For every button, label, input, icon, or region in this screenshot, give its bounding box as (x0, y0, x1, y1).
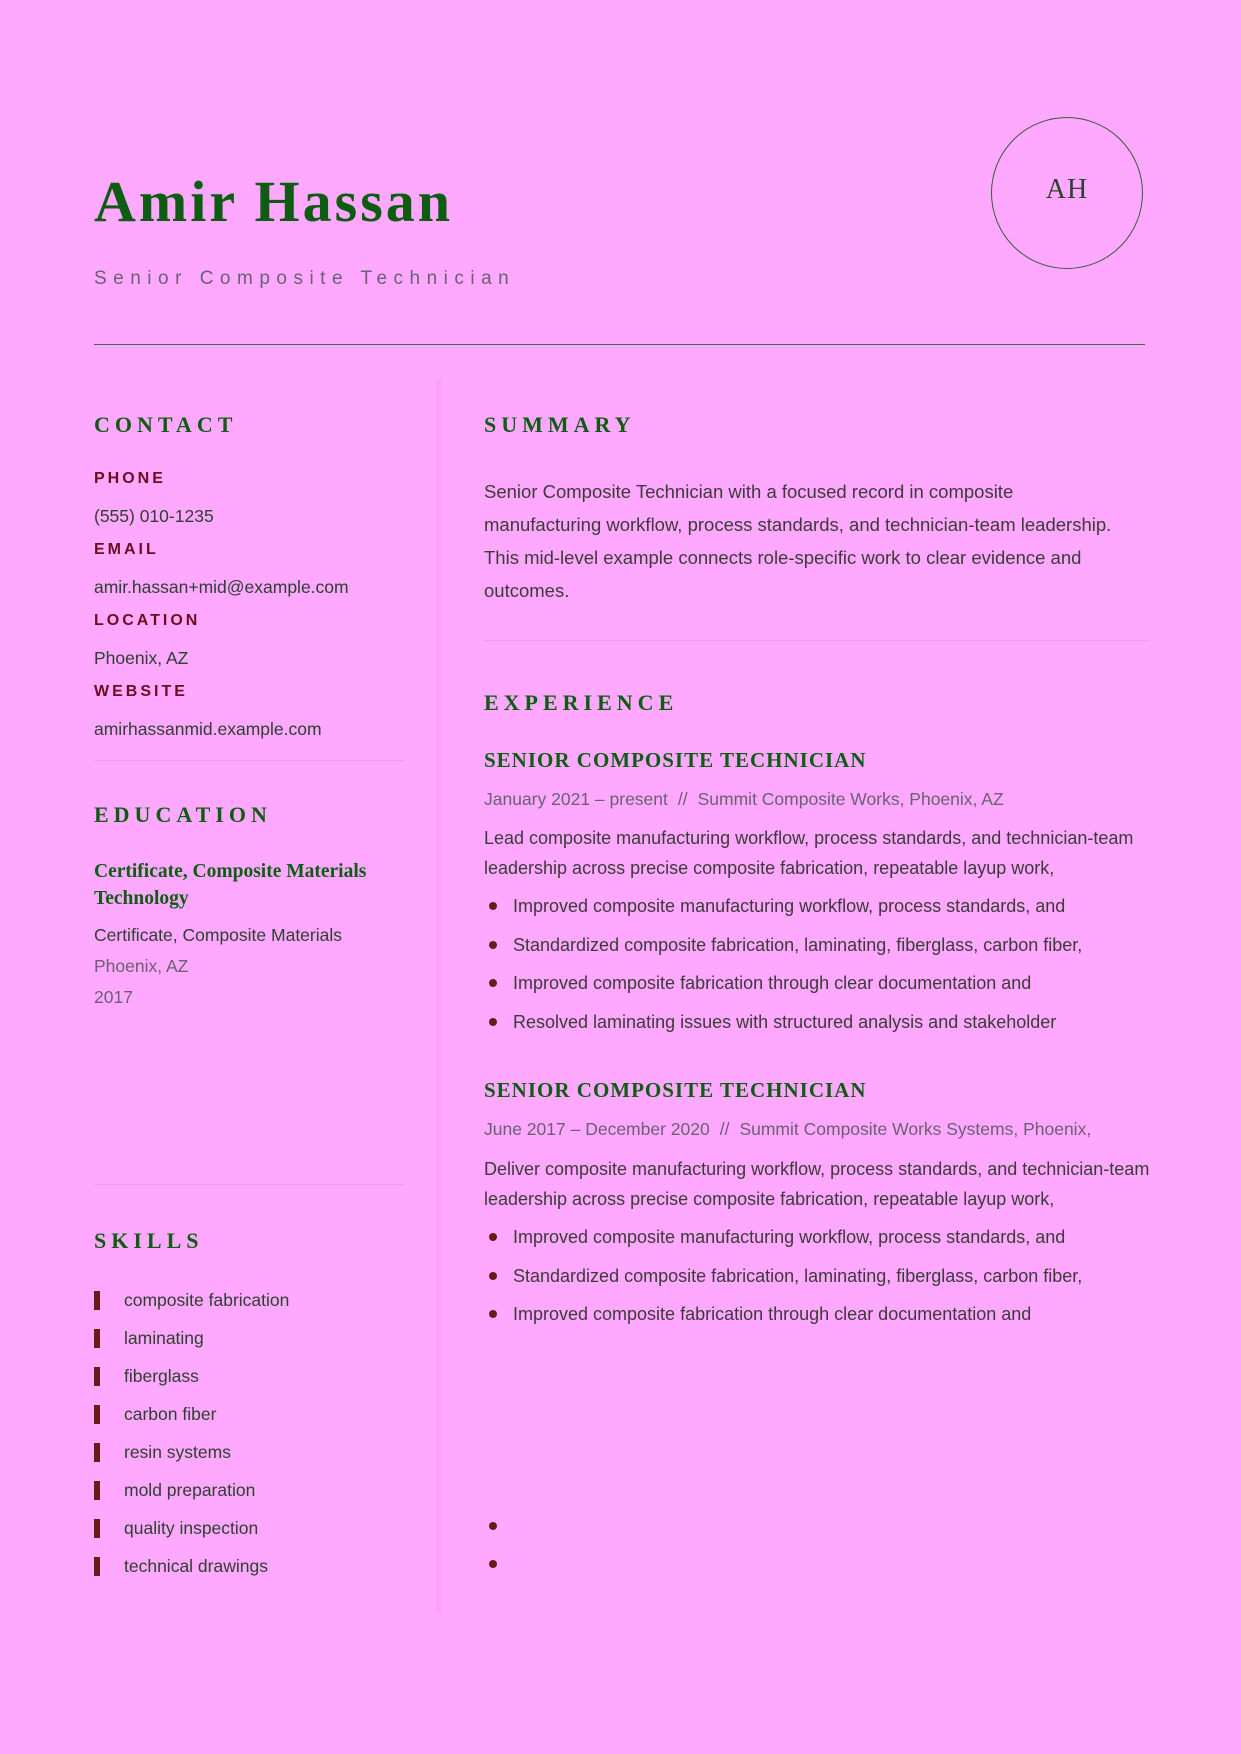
contact-label-website: WEBSITE (94, 683, 188, 700)
job-bullet: Improved composite fabrication through clear documentation and (484, 972, 1150, 1011)
summary-divider (484, 640, 1150, 641)
job-title: SENIOR COMPOSITE TECHNICIAN (484, 1078, 867, 1102)
job-title: SENIOR COMPOSITE TECHNICIAN (484, 748, 867, 772)
contact-value-location: Phoenix, AZ (94, 648, 189, 668)
bullet-dot (489, 1522, 497, 1530)
skill-marker (94, 1291, 100, 1310)
contact-value-website[interactable]: amirhassanmid.example.com (94, 719, 322, 739)
education-divider (94, 1184, 404, 1185)
contact-value-phone[interactable]: (555) 010-1235 (94, 506, 214, 526)
candidate-name: Amir Hassan (94, 169, 454, 234)
bullet-dot (489, 1310, 497, 1318)
contact-value-email[interactable]: amir.hassan+mid@example.com (94, 577, 349, 597)
job-intro: Deliver composite manufacturing workflow, process standards, and technician-team leadership across precise composite fabrication, repeatable layup work, (484, 1159, 1150, 1209)
skill-marker (94, 1367, 100, 1386)
skill-marker (94, 1481, 100, 1500)
education-location: Phoenix, AZ (94, 956, 189, 976)
summary-heading: SUMMARY (484, 412, 636, 437)
experience-heading: EXPERIENCE (484, 690, 679, 715)
candidate-title: Senior Composite Technician (94, 268, 516, 289)
job-bullet: Improved composite manufacturing workflow, process standards, and (484, 895, 1150, 934)
contact-label-phone: PHONE (94, 470, 166, 487)
meta-separator: // (677, 789, 688, 809)
job-bullets (484, 1226, 1150, 1342)
bullet-dot (489, 902, 497, 910)
job-bullet: Resolved laminating issues with structured analysis and stakeholder (484, 1011, 1150, 1050)
job-intro: Lead composite manufacturing workflow, process standards, and technician-team leadership across precise composite fabrication, repeatable layup work, (484, 828, 1134, 878)
contact-label-location: LOCATION (94, 612, 201, 629)
column-divider (436, 378, 442, 1614)
education-degree: Certificate, Composite Materials Technology (94, 861, 367, 909)
bullet-dot (489, 979, 497, 987)
bullet-dot (489, 1233, 497, 1241)
job-meta (484, 1119, 1150, 1140)
bullet-dot (489, 1018, 497, 1026)
avatar-monogram (991, 117, 1143, 269)
bullet-dot (489, 1560, 497, 1568)
contact-divider (94, 760, 404, 761)
skill-marker (94, 1443, 100, 1462)
education-heading: EDUCATION (94, 802, 272, 827)
avatar-initials: AH (1045, 174, 1089, 205)
job-meta (484, 789, 1150, 810)
job-company: Summit Composite Works Systems, Phoenix, (739, 1119, 1092, 1139)
job-bullet: Improved composite fabrication through clear documentation and (484, 1303, 1150, 1342)
job-bullets (484, 895, 1150, 1049)
education-institution: Certificate, Composite Materials (94, 925, 342, 945)
bullet-dot (489, 1272, 497, 1280)
job-dates: June 2017 – December 2020 (484, 1119, 710, 1139)
bullet-dot (489, 941, 497, 949)
summary-text: Senior Composite Technician with a focused record in composite manufacturing workflow, process standards, and technician-team leadership. This mid-level example connects role-specific work to clear evidence and outcomes. (484, 481, 1112, 601)
job-company: Summit Composite Works, Phoenix, AZ (697, 789, 1004, 809)
skill-marker (94, 1557, 100, 1576)
education-year: 2017 (94, 987, 133, 1007)
job-bullet: Improved composite manufacturing workflow, process standards, and (484, 1226, 1150, 1265)
meta-separator: // (719, 1119, 730, 1139)
contact-heading: CONTACT (94, 412, 238, 437)
job-bullet: Standardized composite fabrication, laminating, fiberglass, carbon fiber, (484, 934, 1150, 973)
job-bullet: Standardized composite fabrication, laminating, fiberglass, carbon fiber, (484, 1265, 1150, 1304)
header-divider (94, 344, 1145, 345)
contact-label-email: EMAIL (94, 541, 159, 558)
skill-marker (94, 1519, 100, 1538)
skill-marker (94, 1405, 100, 1424)
skills-heading: SKILLS (94, 1228, 204, 1253)
job-dates: January 2021 – present (484, 789, 668, 809)
skill-marker (94, 1329, 100, 1348)
